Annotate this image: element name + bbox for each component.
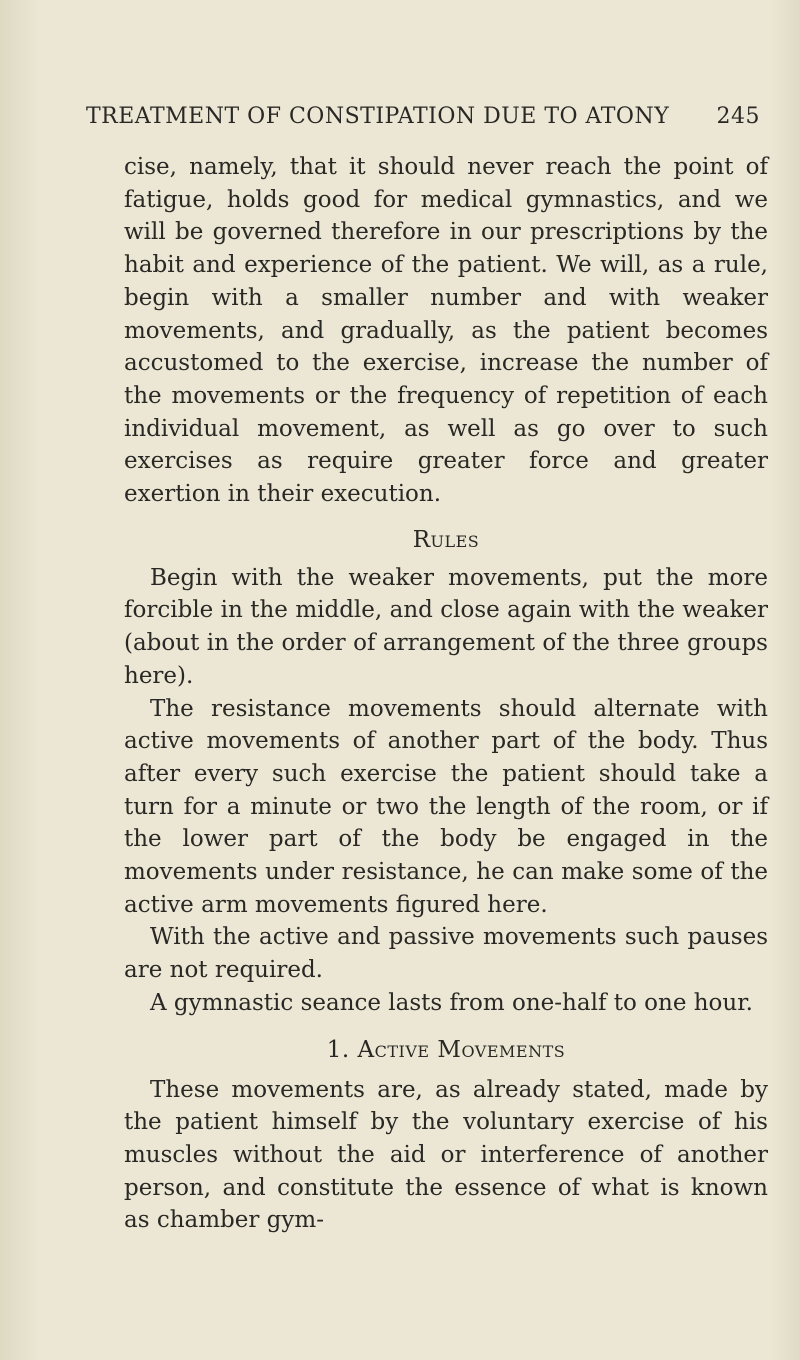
paragraph-resistance-movements: The resistance movements should alternate with active movements of another part of the body. Thus after every such exercise the patient should take a turn for a minute or two the length of the room, or if the lower part of the body be engaged in the movements under resistance, he can make some of the active arm movements figured here. (124, 695, 768, 918)
page-number: 245 (716, 104, 760, 129)
body-text (124, 151, 768, 1237)
paragraph-seance-duration: A gymnastic seance lasts from one-half to one hour. (150, 989, 753, 1016)
running-title: TREATMENT OF CONSTIPATION DUE TO ATONY (86, 104, 670, 129)
paragraph-pauses: With the active and passive movements such pauses are not required. (124, 924, 768, 984)
paragraph-begin-weaker: Begin with the weaker movements, put the more forcible in the middle, and close again with the weaker (about in the order of arrangement of the three groups here). (124, 564, 768, 689)
section-heading-active-movements: 1. Active Movements (326, 1036, 566, 1063)
paragraph-active-movements: These movements are, as already stated, made by the patient himself by the voluntary exercise of his muscles without the aid or interference of another person, and constitute the essence of what is known as chamber gym- (124, 1076, 768, 1234)
paragraph-continued: cise, namely, that it should never reach the point of fatigue, holds good for medical gymnastics, and we will be governed therefore in our prescriptions by the habit and experience of the patient. We will, as a rule, begin with a smaller number and with weaker movements, and gradually, as the patient becomes accustomed to the exercise, increase the number of the movements or the frequency of repetition of each individual movement, as well as go over to such exercises as require greater force and greater exertion in their execution. (124, 154, 768, 508)
section-heading-rules: Rules (412, 526, 480, 553)
